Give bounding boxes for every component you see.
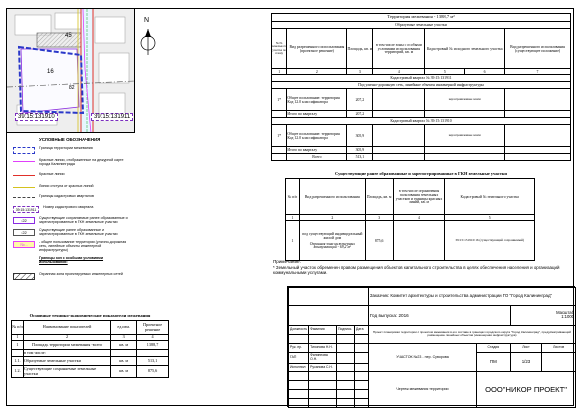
north-label: N	[144, 17, 150, 24]
lot-label-82: 82	[69, 85, 75, 91]
legend-title: УСЛОВНЫЕ ОБОЗНАЧЕНИЯ	[39, 137, 101, 142]
note-text: * Земельный участок обременен правом размещения объектов капитального строительства в целях обеспечения населения и организаций коммунальными услугами.	[273, 265, 560, 276]
table-row: 1 под существующий индивидуальный жилой дом Охранная зона инженерных коммуникаций - 69,2 м² 875,6 39:15:131910:16 (существующий сохраняемый)	[286, 221, 535, 261]
cad-label-right: 39:15:131911	[91, 113, 133, 121]
indicators-table: № п/п Наименование показателей ед.изм. Проектное решение 1 2 3 4 1 Площадь территории межевания -всего кв. м 1388,7 в том числе: 1.1. Образуемые земельные участки кв. м 513,1 1.2. Существующие сохраняемые земельные участки кв. м 875,6	[11, 320, 169, 378]
table-row: в том числе:	[12, 350, 169, 357]
note-title: Примечание:	[273, 259, 301, 264]
cad-label-left: 39:15:131910	[15, 113, 58, 121]
indicators-title: Основные технико-экономические показатели межевания	[29, 313, 151, 318]
table-row: 1* Общее пользование: территория Код 12.0 классификатора 207,2 неразграниченные земли	[272, 89, 571, 111]
compass-icon	[135, 25, 163, 59]
table-row: 1.1. Образуемые земельные участки кв. м 513,1	[12, 357, 169, 366]
map-area	[7, 9, 135, 133]
north-arrow	[135, 17, 163, 57]
table-row: 1.2. Существующие сохраняемые земельные участки кв. м 875,6	[12, 366, 169, 378]
lot-label-45: 45	[65, 33, 72, 39]
existing-plots-block	[271, 171, 571, 261]
drawing-sheet	[6, 8, 574, 406]
existing-title: Существующие ранее образованные и зарегистрированные в ГКН земельные участки	[335, 171, 507, 176]
lot-label-16: 16	[47, 69, 54, 75]
formed-plots-block	[271, 13, 571, 161]
legend: УСЛОВНЫЕ ОБОЗНАЧЕНИЯ Граница территории межевания Красные линии, отображенные на дежурной карте города Калининграда Красные линии Линии отступа от красных линий Границы кадастровых кварталов 39:15:131911 Номер кадастрового квартала :22 Существующие сохраняемые ранее образованные и зарегистрированные в ГКН земельные участки :22 Существующие ранее образованные и зарегистрированные в ГКН земельные участки №... - общее пользование территории (улично-дорожная сеть, линейные объекты инженерной инфраструктуры) Границы зон с особыми условиями использования: Охранная зона проектируемых инженерных сетей	[7, 137, 167, 317]
note-block	[273, 259, 569, 275]
formed-plots-table: Территория межевания - 1388,7 м² Образуемые земельные участки № № земельного участка по плану Вид разрешенного использования (проектное решение) Площадь, кв. м в том числе зоны с особыми условиями использования территорий, кв. м Кадастровый № исходного земельного участка Вид разрешенного использования (существующее положение) 1 2 3 4 5 6 7 Кадастровый квартал № 39:15:131911 Под улично-дорожную сеть, линейные объекты инженерной инфраструктуры 1* Общее пользование: территория Код 12.0 классификатора 207,2 неразграниченные земли Итого по кварталу 207,2 Кадастровый квартал № 39:15:131910 1* Общее пользование: территория Код 12.0 классификатора 305,9 неразграниченные земли Итого по кварталу 305,9 Всего 513,1	[271, 13, 571, 161]
title-block	[287, 286, 575, 407]
existing-plots-table: № п/п Вид разрешенного использования Площадь, кв. м в том числе ограничения пользования земельных участков и границы красных линий, кв. м Кадастровый № земельного участка 1 2 3 4 5 1 под существующий индивидуальный жилой дом Охранная зона инженерных коммуникаций - 69,2 м² 875,6 39:15:131910:16 (существующий сохраняемый)	[285, 178, 535, 261]
hatch-sample	[13, 273, 35, 280]
table-row: 1* Общее пользование: территория Код 12.0 классификатора 305,9 неразграниченные земли	[272, 125, 571, 147]
indicators-block	[11, 313, 169, 378]
legend-row-zones-heading: Границы зон с особыми условиями использования:	[39, 256, 104, 264]
stamp-table: Заказчик: Комитет архитектуры и строительства администрации ГО "Город Калининград" Год выпуска: 2016 Масштаб 1:1000 Должность Фамилия Подпись Дата Проект планировки территории с проектом межевания в его составе в границах городского округа "Город Калининград", предусматривающий размещение линейных объектов (инженерная инфраструктура) Рук. пр. Тихонова Н.Н. УЧАСТОК №23 - пер. Суворова Стадия Лист Листов ГАП Филиппова О.Н. ПМ 1/23 Исполнил Русанова С.Н. Чертеж межевания территории ООО"НИКОР ПРОЕКТ"	[288, 287, 576, 408]
table-row: 1 Площадь территории межевания -всего кв. м 1388,7	[12, 341, 169, 350]
